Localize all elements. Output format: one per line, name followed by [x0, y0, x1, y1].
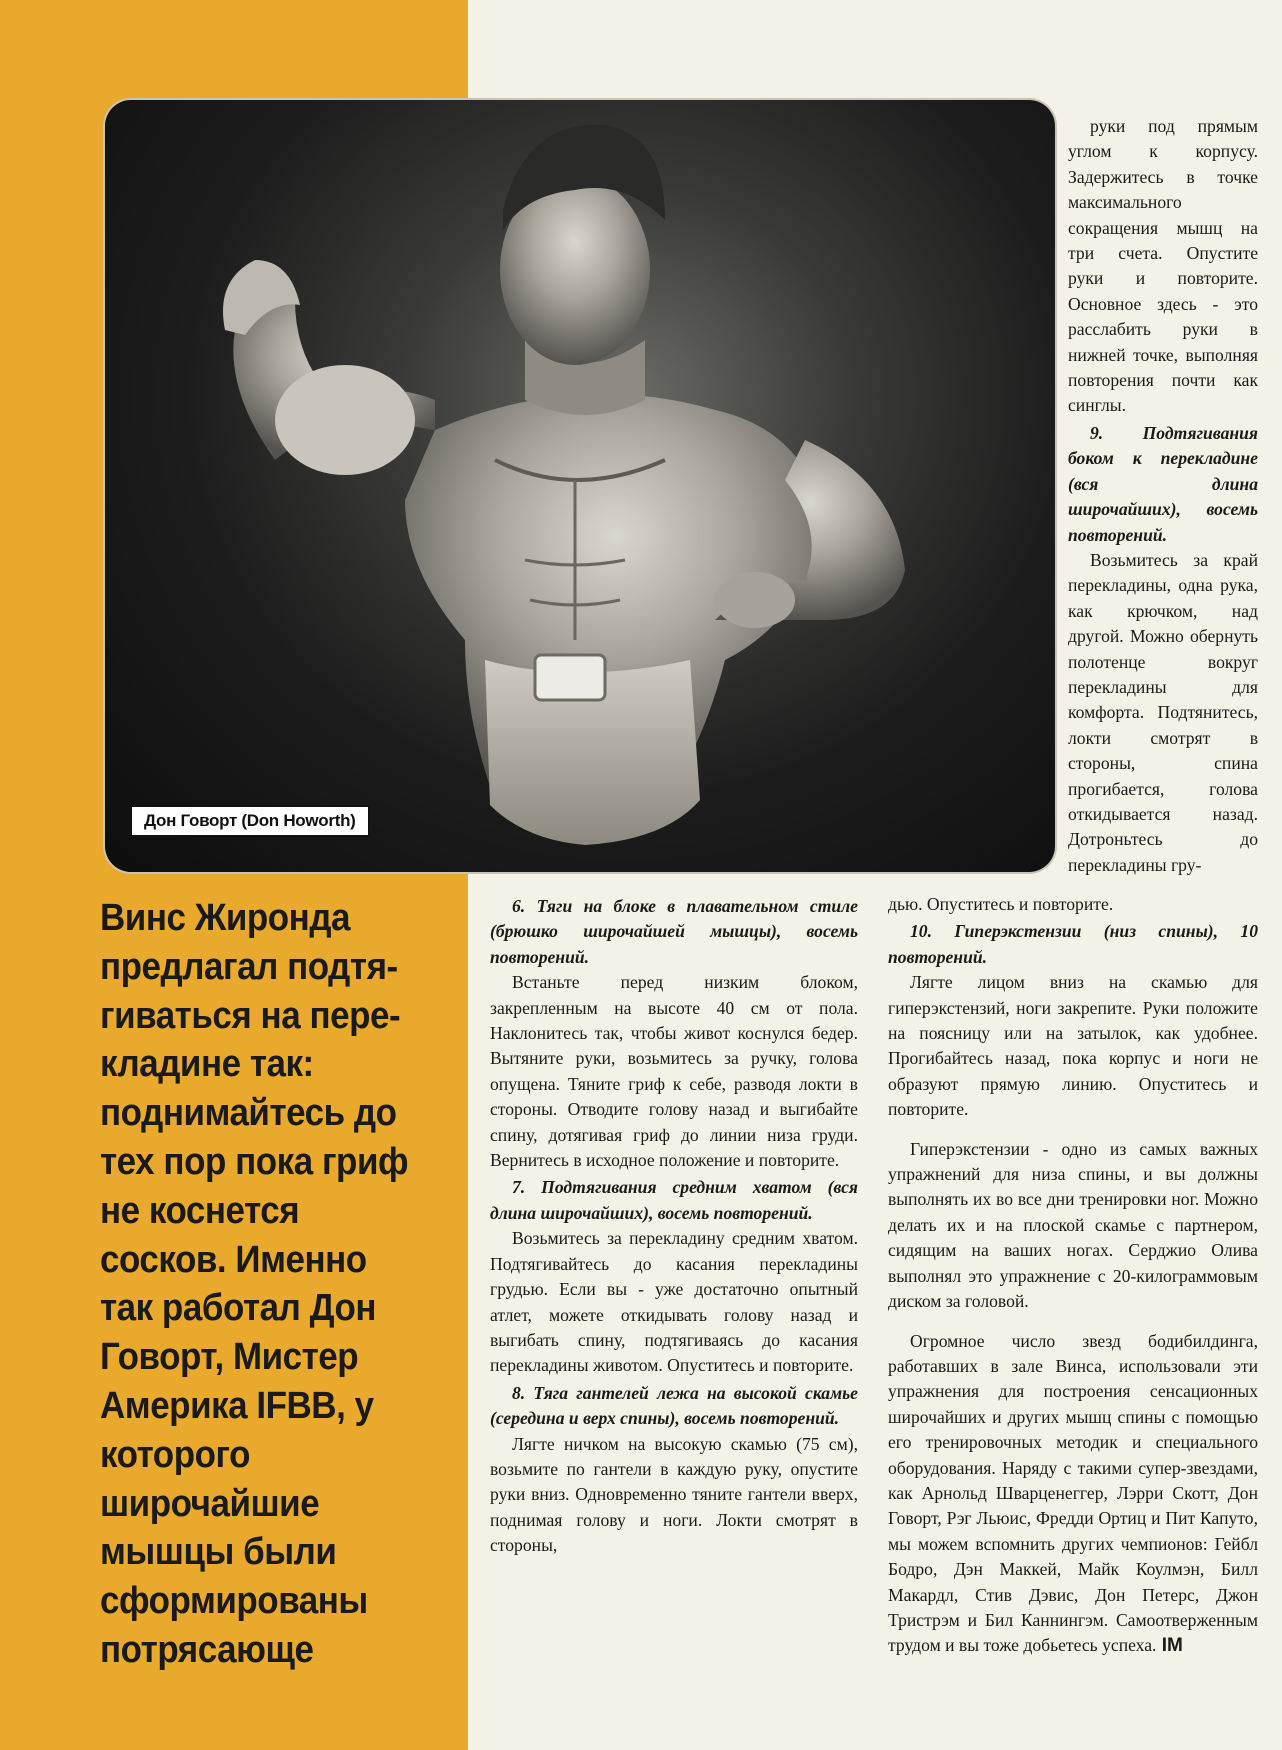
body-paragraph: Лягте ничком на высокую скамью (75 см), возьмите по гантели в каждую руку, опустите руки вниз. Одновременно тяните гантели вверх, поднимая голову и ноги. Локти смотрят в стороны,	[490, 1433, 858, 1556]
exercise-heading: 8. Тяга гантелей лежа на высокой скамье (середина и верх спины), восемь повторений.	[490, 1382, 858, 1429]
exercise-heading: 6. Тяги на блоке в плавательном стиле (брюшко широчайшей мышцы), восемь повторений.	[490, 896, 858, 967]
photo-caption: Дон Говорт (Don Howorth)	[130, 805, 370, 837]
article-column-middle	[490, 892, 858, 1559]
exercise-heading: 7. Подтягивания средним хватом (вся длина широчайших), восемь повторений.	[490, 1177, 858, 1223]
body-paragraph: руки под прямым углом к корпусу. Задержитесь в точке максимального сокращения мышц на три счета. Опустите руки и повторите. Основное здесь - это расслабить руки в нижней точке, выполняя повторения почти как синглы.	[1068, 116, 1258, 416]
magazine-end-mark: IM	[1156, 1635, 1183, 1657]
pull-quote: Винс Жиронда предлагал подтя-гиваться на пере-кладине так: поднимайтесь до тех пор пока гриф не коснется сосков. Именно так работал Дон Говорт, Мистер Америка IFBB, у которого широчайшие мышцы были сформированы потрясающе	[100, 897, 409, 1671]
exercise-heading: 10. Гиперэкстензии (низ спины), 10 повторений.	[888, 921, 1258, 967]
body-paragraph: Огромное число звезд бодибилдинга, работавших в зале Винса, использовали эти упражнения для построения сенсационных широчайших и других мышц спины с помощью его тренировочных методик и специального оборудования. Наряду с такими супер-звездами, как Арнольд Шварценеггер, Лэрри Скотт, Дон Говорт, Рэг Льюис, Фредди Ортиц и Пит Капуто, мы можем вспомнить других чемпионов: Гейбл Бодро, Дэн Маккей, Майк Коулмэн, Билл Макардл, Стив Дэвис, Дон Петерс, Джон Тристрэм и Бил Каннингэм. Самоотверженным трудом и вы тоже добьетесь успеха. IM	[888, 1330, 1258, 1657]
article-column-right-top	[1068, 114, 1258, 878]
body-paragraph: Возьмитесь за перекладину средним хватом. Подтягивайтесь до касания перекладины грудью. Если вы - уже достаточно опытный атлет, можете откидывать голову назад и выгибать спину, подтягиваясь до касания перекладины животом. Опуститесь и повторите.	[490, 1228, 858, 1376]
bodybuilder-figure-illustration	[105, 100, 1055, 872]
body-paragraph: Гиперэкстензии - одно из самых важных упражнений для низа спины, и вы должны выполнять их во все дни тренировки ног. Можно делать их и на плоской скамье с партнером, сидящим на ваших ногах. Серджио Олива выполнял это упражнение с 20-килограммовым диском за головой.	[888, 1138, 1258, 1312]
body-paragraph: Встаньте перед низким блоком, закрепленным на высоте 40 см от пола. Наклонитесь так, чтобы живот коснулся бедер. Вытяните руки, возьмитесь за ручку, голова опущена. Тяните гриф к себе, разводя локти в стороны. Отводите голову назад и выгибайте спину, дотягивая гриф до линии низа груди. Вернитесь в исходное положение и повторите.	[490, 972, 858, 1171]
body-paragraph: Возьмитесь за край перекладины, одна рука, как крючком, над другой. Можно обернуть полотенце вокруг перекладины для комфорта. Подтянитесь, локти смотрят в стороны, спина прогибается, голова откидывается назад. Дотроньтесь до перекладины гру-	[1068, 549, 1258, 875]
body-paragraph: Лягте лицом вниз на скамью для гиперэкстензий, ноги закрепите. Руки положите на поясницу или на затылок, как удобнее. Прогибайтесь назад, пока корпус и ноги не образуют прямую линию. Опуститесь и повторите.	[888, 972, 1258, 1120]
body-paragraph: дью. Опуститесь и повторите.	[888, 894, 1114, 914]
exercise-heading: 9. Подтягивания боком к перекладине (вся длина широчайших), восемь повторений.	[1068, 422, 1258, 545]
article-column-right-bottom	[888, 892, 1258, 1659]
bodybuilder-photo	[105, 100, 1055, 872]
